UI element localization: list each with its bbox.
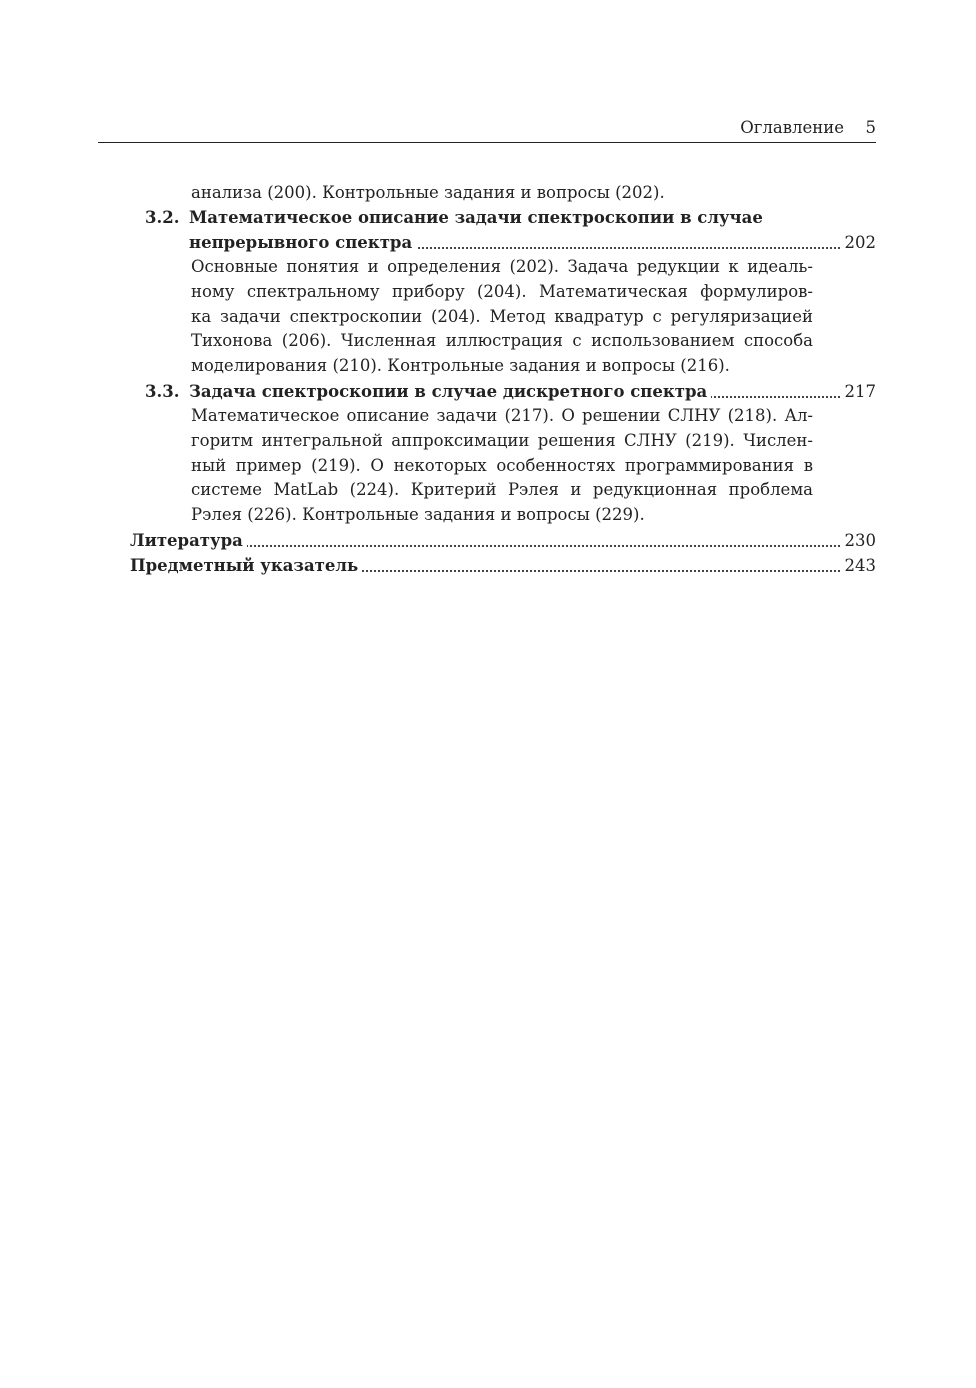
- page-ref: 230: [841, 528, 877, 553]
- desc-line: Тихонова (206). Численная иллюстрация с использованием способа: [191, 331, 813, 351]
- desc-line: Рэлея (226). Контрольные задания и вопросы (229).: [191, 505, 645, 525]
- section-title: Задача спектроскопии в случае дискретного спектра: [189, 379, 711, 404]
- desc-line: Математическое описание задачи (217). О решении СЛНУ (218). Ал-: [191, 405, 813, 425]
- page-ref: 202: [841, 230, 877, 255]
- page-number: 5: [865, 118, 876, 137]
- subject-index-title: Предметный указатель: [130, 553, 362, 578]
- section-3-3-description: [191, 404, 813, 528]
- section-title-line1: Математическое описание задачи спектроскопии в случае: [189, 208, 763, 227]
- desc-line: ка задачи спектроскопии (204). Метод квадратур с регуляризацией: [191, 306, 813, 326]
- running-header-title: Оглавление: [740, 118, 844, 137]
- desc-line: горитм интегральной аппроксимации решения СЛНУ (219). Числен-: [191, 430, 813, 450]
- literature-title: Литература: [130, 528, 247, 553]
- running-header: [98, 116, 876, 143]
- toc-entry-subject-index[interactable]: [0, 553, 976, 578]
- desc-line: моделирования (210). Контрольные задания и вопросы (216).: [191, 356, 730, 376]
- desc-line: ный пример (219). О некоторых особенностях программирования в: [191, 455, 813, 475]
- page-ref: 243: [841, 553, 877, 578]
- toc-entry-3-3[interactable]: [0, 379, 976, 404]
- toc-entry-literature[interactable]: [0, 528, 976, 553]
- toc-entry-3-2[interactable]: [0, 205, 976, 230]
- continuation-description: [191, 180, 813, 205]
- section-number: 3.2.: [145, 208, 180, 227]
- continuation-text: анализа (200). Контрольные задания и вопросы (202).: [191, 183, 665, 202]
- section-title-line2: непрерывного спектра: [189, 230, 416, 255]
- section-3-2-description: [191, 255, 813, 379]
- page-ref: 217: [841, 379, 877, 404]
- table-of-contents: [0, 180, 976, 578]
- desc-line: Основные понятия и определения (202). Задача редукции к идеаль-: [191, 257, 813, 276]
- toc-entry-3-2-leader[interactable]: [0, 230, 976, 255]
- desc-line: ному спектральному прибору (204). Математическая формулиров-: [191, 281, 813, 301]
- section-number: 3.3.: [145, 381, 180, 401]
- desc-line: системе MatLab (224). Критерий Рэлея и редукционная проблема: [191, 480, 813, 500]
